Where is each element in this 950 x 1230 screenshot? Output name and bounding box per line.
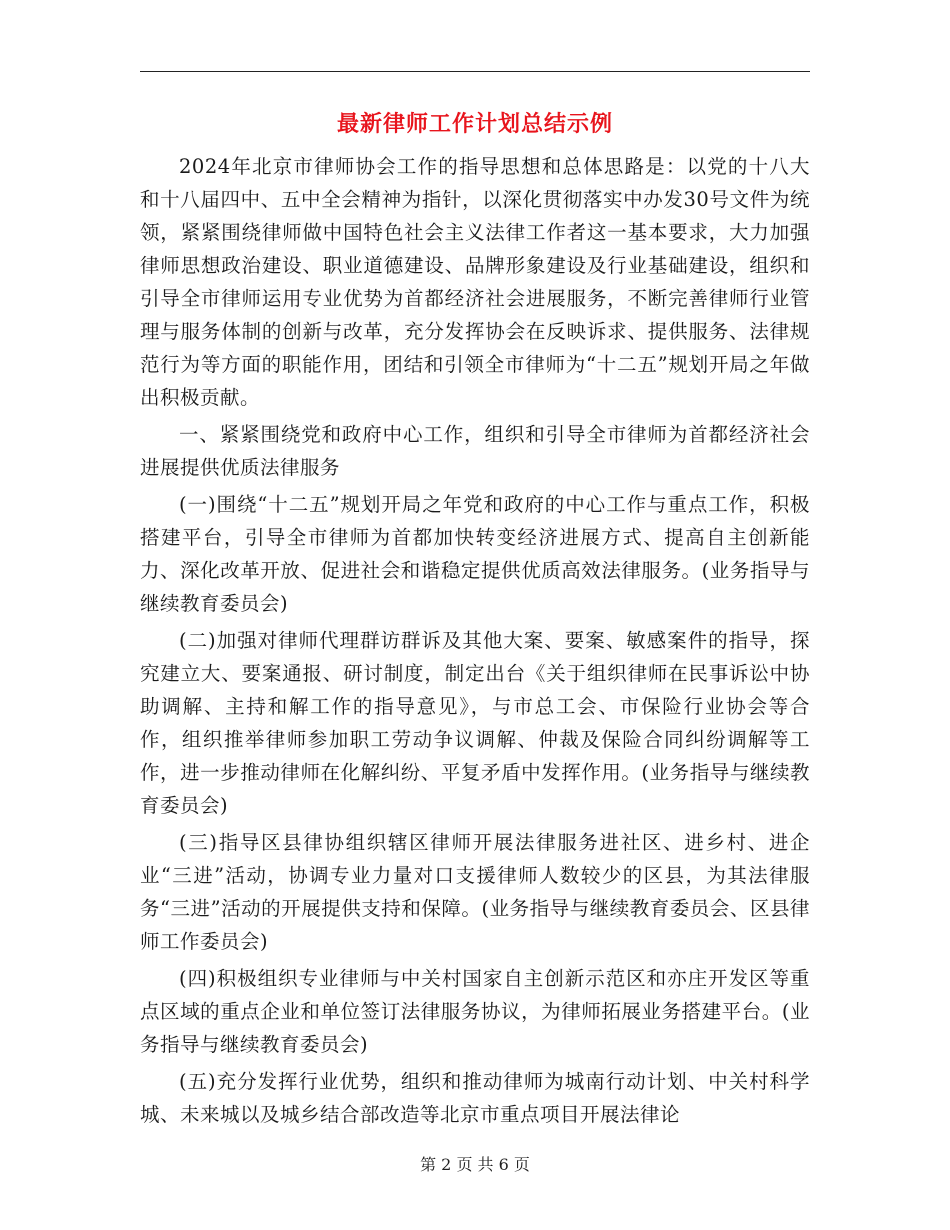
paragraph-item-3: (三)指导区县律协组织辖区律师开展法律服务进社区、进乡村、进企业“三进”活动，协调专业力量对口支援律师人数较少的区县，为其法律服务“三进”活动的开展提供支持和保障。(业务指导与继续教育委员会、区县律师工作委员会) xyxy=(140,831,810,953)
page-number: 第 2 页 共 6 页 xyxy=(420,1155,530,1174)
paragraph-intro: 2024年北京市律师协会工作的指导思想和总体思路是：以党的十八大和十八届四中、五中全会精神为指针，以深化贯彻落实中办发30号文件为统领，紧紧围绕律师做中国特色社会主义法律工作者这一基本要求，大力加强律师思想政治建设、职业道德建设、品牌形象建设及行业基础建设，组织和引导全市律师运用专业优势为首都经济社会进展服务，不断完善律师行业管理与服务体制的创新与改革，充分发挥协会在反映诉求、提供服务、法律规范行为等方面的职能作用，团结和引领全市律师为“十二五”规划开局之年做出积极贡献。 xyxy=(140,155,810,409)
paragraph-item-1: (一)围绕“十二五”规划开局之年党和政府的中心工作与重点工作，积极搭建平台，引导全市律师为首都加快转变经济进展方式、提高自主创新能力、深化改革开放、促进社会和谐稳定提供优质高效法律服务。(业务指导与继续教育委员会) xyxy=(140,493,810,615)
document-title: 最新律师工作计划总结示例 xyxy=(336,112,613,137)
paragraph-item-4: (四)积极组织专业律师与中关村国家自主创新示范区和亦庄开发区等重点区域的重点企业和单位签订法律服务协议，为律师拓展业务搭建平台。(业务指导与继续教育委员会) xyxy=(140,967,810,1056)
paragraph-section-1-heading: 一、紧紧围绕党和政府中心工作，组织和引导全市律师为首都经济社会进展提供优质法律服务 xyxy=(140,423,810,479)
document-body xyxy=(140,150,810,1135)
paragraph-item-2: (二)加强对律师代理群访群诉及其他大案、要案、敏感案件的指导，探究建立大、要案通报、研讨制度，制定出台《关于组织律师在民事诉讼中协助调解、主持和解工作的指导意见》，与市总工会、市保险行业协会等合作，组织推举律师参加职工劳动争议调解、仲裁及保险合同纠纷调解等工作，进一步推动律师在化解纠纷、平复矛盾中发挥作用。(业务指导与继续教育委员会) xyxy=(140,629,810,817)
header-rule xyxy=(140,71,810,72)
page-footer xyxy=(0,1153,950,1177)
paragraph-item-5: (五)充分发挥行业优势，组织和推动律师为城南行动计划、中关村科学城、未来城以及城乡结合部改造等北京市重点项目开展法律论 xyxy=(140,1070,810,1126)
